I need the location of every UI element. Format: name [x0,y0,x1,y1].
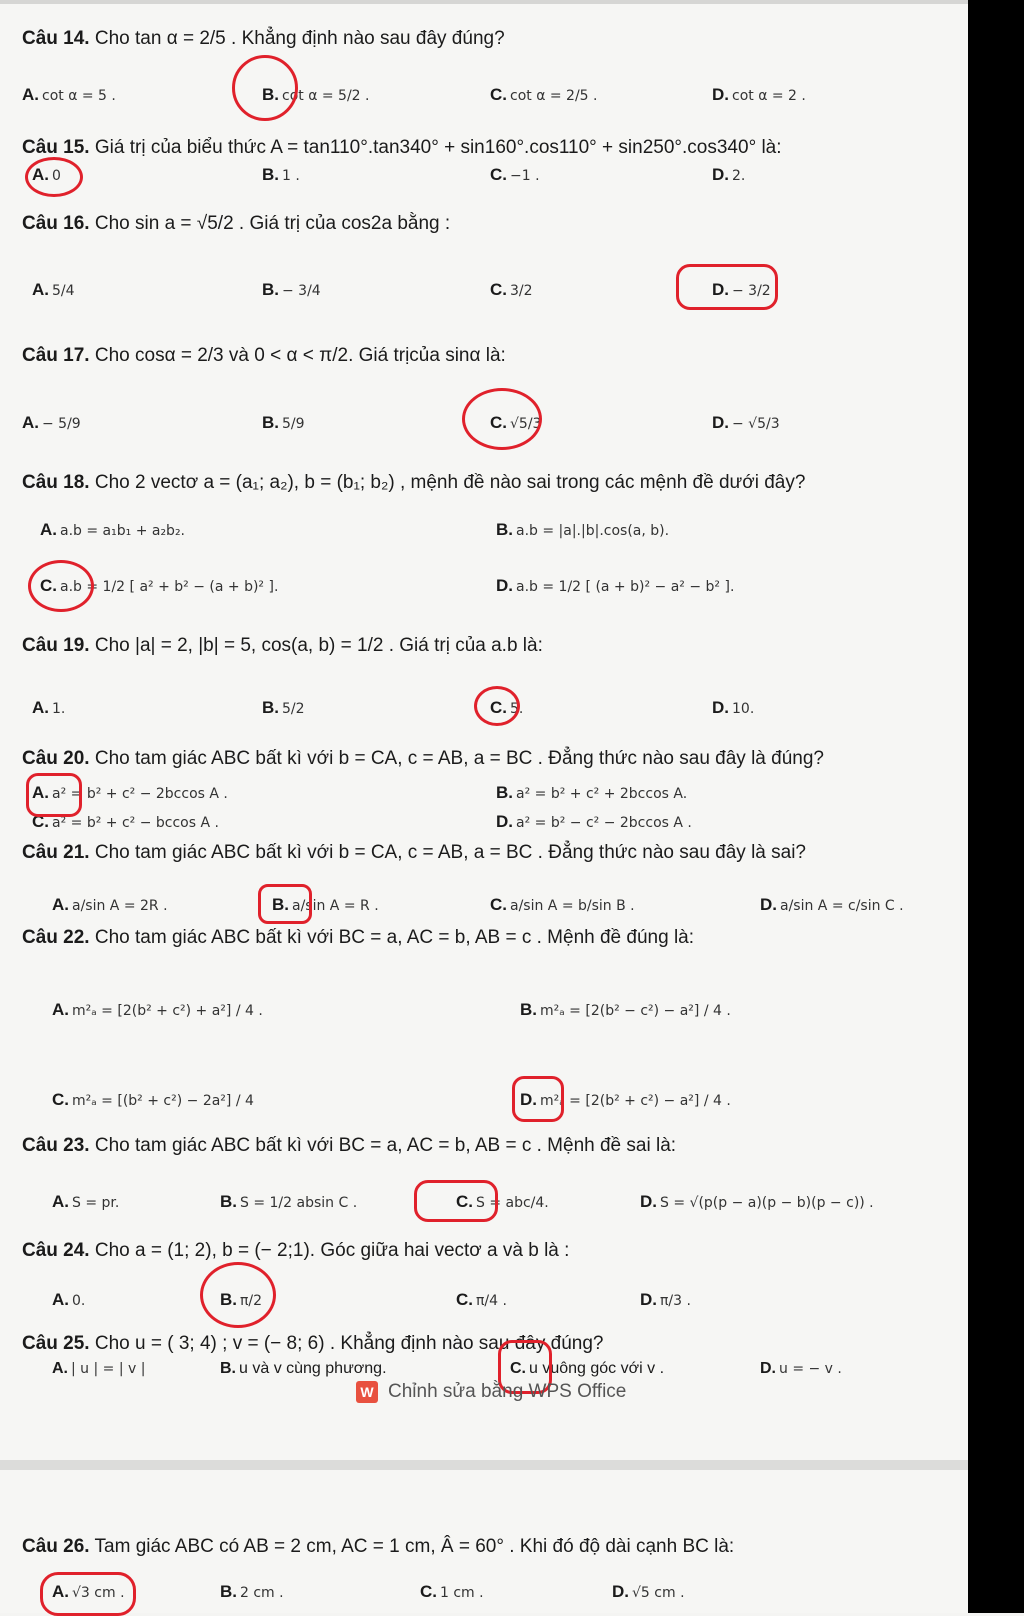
q23-option-d: D. S = √(p(p − a)(p − b)(p − c)) . [640,1192,874,1211]
answer-circle [676,264,778,310]
q26-option-d: D. √5 cm . [612,1582,685,1601]
question-label: Câu 26. [22,1536,90,1557]
question-26 [22,1536,734,1558]
q20-option-b: B. a² = b² + c² + 2bccos A. [496,783,688,802]
q24-option-c: C. π/4 . [456,1290,507,1309]
question-label: Câu 25. [22,1333,90,1354]
question-label: Câu 17. [22,345,90,366]
question-19 [22,635,543,657]
q16-option-c: C. 3/2 [490,280,533,299]
question-text: Cho a = (1; 2), b = (− 2;1). Góc giữa hai vectơ a và b là : [94,1240,570,1261]
q22-option-d: D. m²ₐ = [2(b² + c²) − a²] / 4 . [520,1090,731,1109]
question-label: Câu 20. [22,748,90,769]
answer-circle [25,157,83,197]
question-text: Cho |a| = 2, |b| = 5, cos(a, b) = 1/2 . Giá trị của a.b là: [94,635,543,656]
answer-circle [28,560,94,612]
q14-option-a: A. cot α = 5 . [22,85,116,104]
question-label: Câu 14. [22,28,90,49]
question-text: Cho tam giác ABC bất kì với b = CA, c = AB, a = BC . Đẳng thức nào sau đây là đúng? [94,748,824,769]
q22-option-c: C. m²ₐ = [(b² + c²) − 2a²] / 4 [52,1090,254,1109]
question-20 [22,748,824,770]
q16-option-d: D. − 3/2 [712,280,771,299]
wps-footer-text: Chỉnh sửa bằng WPS Office [388,1381,627,1402]
question-14 [22,28,505,50]
q17-option-d: D. − √5/3 [712,413,780,432]
answer-circle [474,686,520,726]
q16-option-b: B. − 3/4 [262,280,321,299]
question-label: Câu 24. [22,1240,90,1261]
answer-circle [232,55,298,121]
question-text: Giá trị của biểu thức A = tan110°.tan340° + sin160°.cos110° + sin250°.cos340° là: [94,137,782,158]
question-label: Câu 22. [22,927,90,948]
q19-option-c: C. 5. [490,698,524,717]
q15-option-a: A. 0 [32,165,61,184]
wps-logo-icon: W [356,1381,378,1403]
q15-option-c: C. −1 . [490,165,540,184]
q21-option-b: B. a/sin A = R . [272,895,379,914]
q23-option-a: A. S = pr. [52,1192,120,1211]
q21-option-d: D. a/sin A = c/sin C . [760,895,904,914]
q17-option-b: B. 5/9 [262,413,305,432]
q14-option-b: B. cot α = 5/2 . [262,85,370,104]
question-24 [22,1240,569,1262]
answer-circle [258,884,312,924]
question-22 [22,927,694,949]
question-text: Cho cosα = 2/3 và 0 < α < π/2. Giá trịcủa sinα là: [94,345,506,366]
q25-option-b: B. u và v cùng phương. [220,1360,387,1377]
q22-option-b: B. m²ₐ = [2(b² − c²) − a²] / 4 . [520,1000,731,1019]
q24-option-a: A. 0. [52,1290,86,1309]
question-text: Cho tam giác ABC bất kì với BC = a, AC = b, AB = c . Mệnh đề sai là: [94,1135,677,1156]
wps-footer [356,1381,626,1403]
q23-option-b: B. S = 1/2 absin C . [220,1192,358,1211]
question-label: Câu 23. [22,1135,90,1156]
question-text: Cho tam giác ABC bất kì với BC = a, AC = b, AB = c . Mệnh đề đúng là: [94,927,695,948]
q20-option-c: C. a² = b² + c² − bccos A . [32,812,219,831]
right-black-bar [968,0,1024,1613]
question-18 [22,472,805,494]
q18-option-a: A. a.b = a₁b₁ + a₂b₂. [40,520,186,539]
question-16 [22,213,450,235]
q26-option-b: B. 2 cm . [220,1582,284,1601]
answer-circle [414,1180,498,1222]
answer-circle [40,1572,136,1616]
q19-option-d: D. 10. [712,698,755,717]
q19-option-a: A. 1. [32,698,66,717]
question-label: Câu 16. [22,213,90,234]
question-text: Cho sin a = √5/2 . Giá trị của cos2a bằng : [94,213,451,234]
q20-option-d: D. a² = b² − c² − 2bccos A . [496,812,692,831]
q24-option-b: B. π/2 [220,1290,263,1309]
q14-option-c: C. cot α = 2/5 . [490,85,598,104]
q17-option-a: A. − 5/9 [22,413,81,432]
q25-option-d: D. u = − v . [760,1360,842,1377]
q20-option-a: A. a² = b² + c² − 2bccos A . [32,783,228,802]
question-17 [22,345,506,367]
q14-option-d: D. cot α = 2 . [712,85,806,104]
q18-option-c: C. a.b = 1/2 [ a² + b² − (a + b)² ]. [40,576,279,595]
question-15 [22,137,782,159]
worksheet-page-2 [0,1470,968,1613]
question-text: Cho tan α = 2/5 . Khẳng định nào sau đây đúng? [94,28,505,49]
answer-circle [512,1076,564,1122]
question-23 [22,1135,676,1157]
question-text: Cho u = ( 3; 4) ; v = (− 8; 6) . Khẳng định nào sau đây đúng? [94,1333,604,1354]
q21-option-a: A. a/sin A = 2R . [52,895,168,914]
answer-circle [462,388,542,450]
question-label: Câu 15. [22,137,90,158]
question-label: Câu 18. [22,472,90,493]
question-label: Câu 19. [22,635,90,656]
q18-option-d: D. a.b = 1/2 [ (a + b)² − a² − b² ]. [496,576,735,595]
top-edge [0,0,968,4]
question-21 [22,842,806,864]
q15-option-b: B. 1 . [262,165,300,184]
q17-option-c: C. √5/3 [490,413,542,432]
q24-option-d: D. π/3 . [640,1290,691,1309]
answer-circle [26,773,82,817]
question-text: Cho 2 vectơ a = (a₁; a₂), b = (b₁; b₂) , mệnh đề nào sai trong các mệnh đề dưới đây? [94,472,806,493]
answer-circle [200,1262,276,1328]
q26-option-c: C. 1 cm . [420,1582,484,1601]
q23-option-c: C. S = abc/4. [456,1192,549,1211]
q25-option-a: A. | u | = | v | [52,1360,146,1377]
q18-option-b: B. a.b = |a|.|b|.cos(a, b). [496,520,670,539]
q16-option-a: A. 5/4 [32,280,75,299]
q22-option-a: A. m²ₐ = [2(b² + c²) + a²] / 4 . [52,1000,263,1019]
q21-option-c: C. a/sin A = b/sin B . [490,895,635,914]
q15-option-d: D. 2. [712,165,746,184]
question-text: Cho tam giác ABC bất kì với b = CA, c = AB, a = BC . Đẳng thức nào sau đây là sai? [94,842,807,863]
q25-option-c: C. u vuông góc với v . [510,1360,665,1377]
question-text: Tam giác ABC có AB = 2 cm, AC = 1 cm, Â = 60° . Khi đó độ dài cạnh BC là: [94,1536,735,1557]
q26-option-a: A. √3 cm . [52,1582,125,1601]
q19-option-b: B. 5/2 [262,698,305,717]
question-label: Câu 21. [22,842,90,863]
